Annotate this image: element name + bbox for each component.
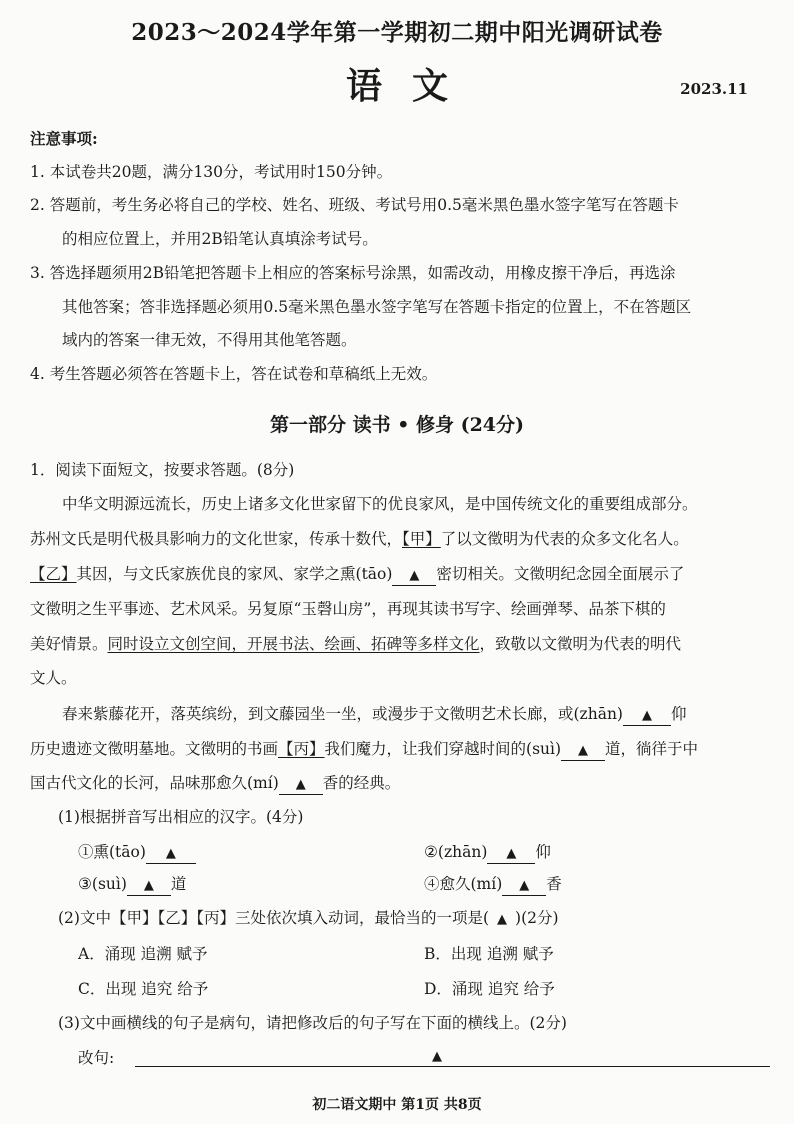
- passage-line: 文徵明之生平事迹、艺术风采。另复原“玉磬山房”，再现其读书写字、绘画弹琴、品茶下棋的: [30, 600, 666, 618]
- pinyin-item-2: ②(zhān) ▲ 仰: [424, 841, 551, 864]
- subject-title: 语文: [345, 65, 478, 107]
- passage-line: 苏州文氏是明代极具影响力的文化世家，传承十数代，【甲】了以文徵明为代表的众多文化名人。: [30, 530, 689, 548]
- blank-marker: ▲: [409, 568, 420, 583]
- section-title: 第一部分 读书 • 修身 (24分): [269, 414, 525, 436]
- note-item-2-line-2: 的相应位置上，并用2B铅笔认真填涂考试号。: [62, 230, 378, 248]
- pinyin-item-1: ①熏(tāo) ▲: [78, 841, 196, 864]
- passage-line: 【乙】其因，与文氏家族优良的家风、家学之熏(tāo) ▲ 密切相关。文徵明纪念园全面展示了: [30, 563, 684, 586]
- answer-line: [135, 1066, 770, 1067]
- mark-bing: 【丙】: [278, 740, 325, 758]
- passage-line: 历史遗迹文徵明墓地。文徵明的书画【丙】我们魔力，让我们穿越时间的(suì) ▲ 道，徜徉于中: [30, 738, 698, 761]
- pinyin-item-4: ④愈久(mí) ▲ 香: [424, 873, 562, 896]
- question-1-prompt: 1．阅读下面短文，按要求答题。(8分): [30, 461, 295, 479]
- subquestion-3-prompt: (3)文中画横线的句子是病句，请把修改后的句子写在下面的横线上。(2分): [58, 1014, 567, 1032]
- mark-jia: 【甲】: [402, 530, 441, 548]
- exam-title: 2023～2024学年第一学期初二期中阳光调研试卷: [131, 19, 663, 46]
- note-item-4: 4. 考生答题必须答在答题卡上，答在试卷和草稿纸上无效。: [30, 365, 438, 383]
- note-item-3-line-3: 域内的答案一律无效，不得用其他笔答题。: [62, 331, 357, 349]
- revision-label: 改句:: [78, 1049, 115, 1067]
- notes-heading: 注意事项:: [30, 129, 98, 148]
- option-a: A．涌现 追溯 赋予: [78, 945, 208, 963]
- passage-line: 美好情景。同时设立文创空间，开展书法、绘画、拓碑等多样文化，致敬以文徵明为代表的明代: [30, 635, 682, 653]
- pinyin-item-3: ③(suì) ▲ 道: [78, 873, 186, 896]
- option-d: D．涌现 追究 给予: [424, 980, 555, 998]
- subquestion-2-prompt: (2)文中【甲】【乙】【丙】三处依次填入动词，最恰当的一项是( ▲ )(2分): [58, 909, 559, 927]
- subquestion-1-prompt: (1)根据拼音写出相应的汉字。(4分): [58, 808, 304, 826]
- option-b: B．出现 追溯 赋予: [424, 945, 554, 963]
- passage-line: 中华文明源远流长，历史上诸多文化世家留下的优良家风，是中国传统文化的重要组成部分。: [62, 495, 698, 513]
- exam-date: 2023.11: [680, 80, 748, 98]
- option-c: C．出现 追究 给予: [78, 980, 209, 998]
- passage-line: 春来紫藤花开，落英缤纷，到文藤园坐一坐，或漫步于文徵明艺术长廊，或(zhān) ▲ 仰: [62, 703, 687, 726]
- underlined-sentence: 同时设立文创空间，开展书法、绘画、拓碑等多样文化: [107, 635, 480, 653]
- answer-blank-marker: ▲: [432, 1049, 442, 1064]
- page-footer: 初二语文期中 第1页 共8页: [312, 1097, 482, 1113]
- note-item-1: 1. 本试卷共20题，满分130分，考试用时150分钟。: [30, 163, 393, 181]
- passage-line: 国古代文化的长河，品味那愈久(mí) ▲ 香的经典。: [30, 772, 400, 795]
- note-item-3-line-2: 其他答案；答非选择题必须用0.5毫米黑色墨水签字笔写在答题卡指定的位置上，不在答题区: [62, 298, 692, 316]
- passage-line: 文人。: [30, 669, 77, 687]
- note-item-2-line-1: 2. 答题前，考生务必将自己的学校、姓名、班级、考试号用0.5毫米黑色墨水签字笔写在答题卡: [30, 196, 679, 214]
- note-item-3-line-1: 3. 答选择题须用2B铅笔把答题卡上相应的答案标号涂黑，如需改动，用橡皮擦干净后，再选涂: [30, 264, 676, 282]
- mark-yi: 【乙】: [30, 565, 77, 583]
